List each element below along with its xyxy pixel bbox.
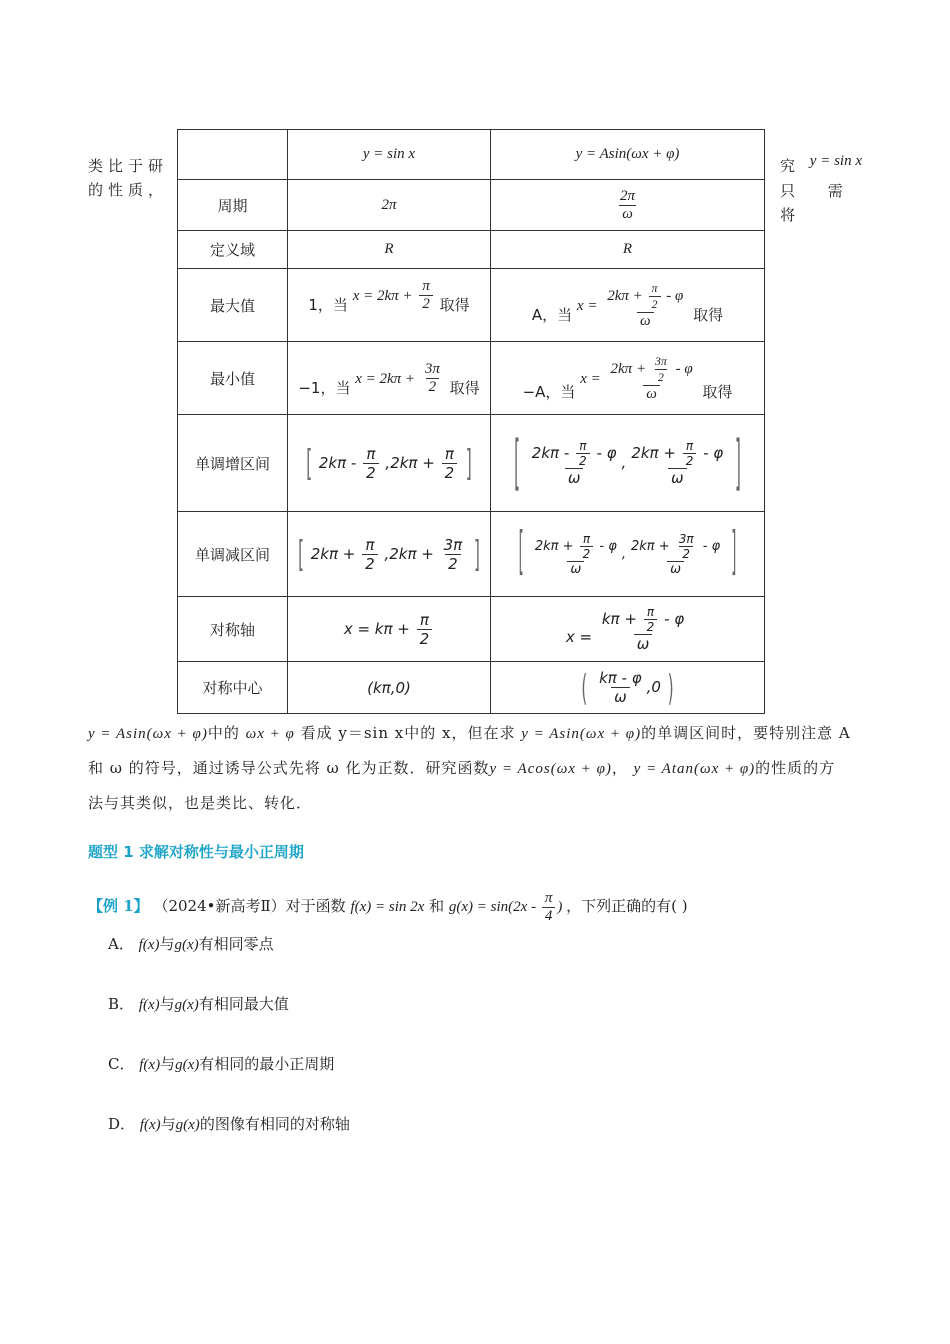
min-gen-take: 取得 <box>702 382 733 401</box>
explanation-line3: 法与其类似，也是类比、转化． <box>88 794 313 812</box>
explanation-line2: 和 ω 的符号，通过诱导公式先将 ω 化为正数．研究函数y = Acos(ωx + φ)， y = Atan(ωx + φ)的性质的方 <box>88 759 836 777</box>
option-c[interactable]: C． f(x)与g(x)有相同的最小正周期 <box>108 1055 335 1073</box>
table-row <box>178 180 765 231</box>
table-row <box>178 342 765 415</box>
max-sin-formula: x = 2kπ + <box>352 287 413 304</box>
min-sin-formula: x = 2kπ + <box>355 370 416 387</box>
example-tag: 【例 1】 <box>88 896 149 915</box>
dec-sin: [ 2kπ + $\frac{\pi}{2}$ ,2kπ + $\frac{3\pi}{2}$ ] <box>288 512 491 597</box>
example-and: 和 <box>429 896 445 915</box>
section-title: 题型 1 求解对称性与最小正周期 <box>88 843 304 861</box>
label-decreasing: 单调减区间 <box>178 512 288 597</box>
side-text-left <box>88 154 168 202</box>
min-gen-fraction: 2kπ + $\frac{3\pi}{2}$ - φ ω <box>610 353 693 402</box>
option-d[interactable]: D． f(x)与g(x)的图像有相同的对称轴 <box>108 1115 350 1133</box>
comparison-table <box>177 129 765 714</box>
table-row <box>178 512 765 597</box>
example-tail: ，下列正确的有( ) <box>566 896 688 915</box>
side-left-line1: 类比于研 <box>88 157 169 175</box>
header-sin: y = sin x <box>288 130 491 180</box>
table-row <box>178 269 765 342</box>
max-sin-fraction: $\frac{\pi}{2}$ <box>419 278 433 313</box>
period-general <box>491 180 765 231</box>
side-right-line2: 只 需 将 <box>780 182 857 224</box>
inc-general: [ 2kπ - $\frac{\pi}{2}$ - φ ω , 2kπ + $\frac{\pi}{2}$ - φ ω ] <box>491 415 765 512</box>
label-domain: 定义域 <box>178 231 288 269</box>
center-sin: (kπ,0) <box>288 662 491 714</box>
max-general <box>491 269 765 342</box>
table-row <box>178 415 765 512</box>
header-general: y = Asin(ωx + φ) <box>491 130 765 180</box>
explanation-line1: y = Asin(ωx + φ)中的 ωx + φ 看成 y＝sin x中的 x，但在求 y = Asin(ωx + φ)的单调区间时，要特别注意 A <box>88 724 851 742</box>
label-center: 对称中心 <box>178 662 288 714</box>
min-sin-prefix: −1，当 <box>298 378 351 397</box>
max-sin <box>288 269 491 342</box>
label-axis: 对称轴 <box>178 597 288 662</box>
option-b[interactable]: B． f(x)与g(x)有相同最大值 <box>108 995 289 1013</box>
domain-sin: R <box>288 231 491 269</box>
example-f: f(x) = sin 2x <box>350 898 425 915</box>
option-a[interactable]: A． f(x)与g(x)有相同零点 <box>108 935 274 953</box>
example-question <box>88 890 688 925</box>
side-left-line2: 的性质， <box>88 181 169 199</box>
axis-sin: x = kπ + $\frac{\pi}{2}$ <box>288 597 491 662</box>
min-sin-fraction: $\frac{3\pi}{2}$ <box>424 360 440 395</box>
min-gen-x: x = <box>580 370 601 387</box>
max-gen-prefix: A，当 <box>531 305 573 324</box>
side-text-right <box>780 154 870 227</box>
center-general: ( $\frac{k\pi - \varphi}{\omega}$ ,0 ) <box>491 662 765 714</box>
header-empty-cell <box>178 130 288 180</box>
max-gen-x: x = <box>576 297 598 314</box>
inc-sin: [ 2kπ - $\frac{\pi}{2}$ ,2kπ + $\frac{\pi}{2}$ ] <box>288 415 491 512</box>
min-sin-take: 取得 <box>449 378 480 397</box>
max-sin-take: 取得 <box>439 295 470 314</box>
label-period: 周期 <box>178 180 288 231</box>
example-source: （2024•新高考Ⅱ）对于函数 <box>153 896 346 915</box>
max-sin-prefix: 1，当 <box>308 295 348 314</box>
min-sin <box>288 342 491 415</box>
max-gen-fraction: 2kπ + $\frac{\pi}{2}$ - φ ω <box>607 280 684 329</box>
period-fraction: $\frac{2\pi}{\omega}$ <box>619 187 635 222</box>
example-g: g(x) = sin(2x - $\frac{\pi}{4}$ ) <box>448 890 563 924</box>
min-gen-prefix: −A，当 <box>522 382 576 401</box>
axis-general: x = kπ + $\frac{\pi}{2}$ - φ ω <box>491 597 765 662</box>
min-general <box>491 342 765 415</box>
explanation-paragraph <box>88 716 868 820</box>
label-max: 最大值 <box>178 269 288 342</box>
domain-general: R <box>491 231 765 269</box>
label-min: 最小值 <box>178 342 288 415</box>
table-row <box>178 662 765 714</box>
table-row <box>178 130 765 180</box>
max-gen-take: 取得 <box>693 305 724 324</box>
period-sin: 2π <box>288 180 491 231</box>
table-row <box>178 231 765 269</box>
label-increasing: 单调增区间 <box>178 415 288 512</box>
side-right-line1: 究 <box>780 157 801 175</box>
table-row <box>178 597 765 662</box>
dec-general: [ 2kπ + $\frac{\pi}{2}$ - φ ω , 2kπ + $\frac{3\pi}{2}$ - φ ω ] <box>491 512 765 597</box>
side-right-formula: y = sin x <box>809 153 862 169</box>
